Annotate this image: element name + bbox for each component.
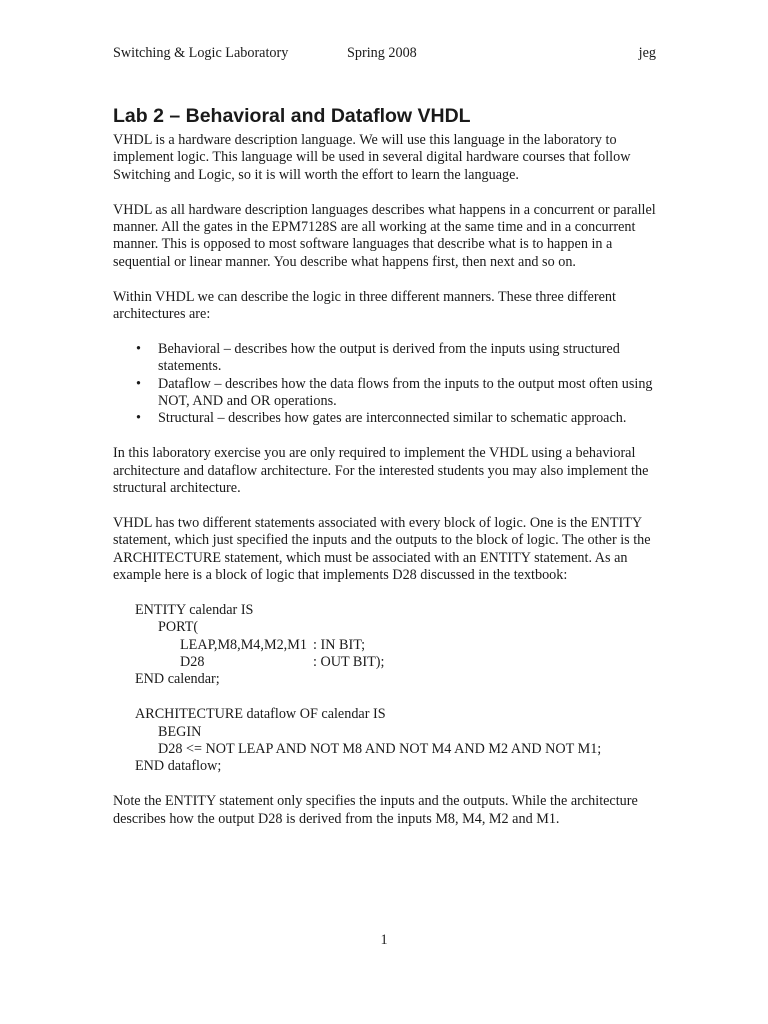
code-line: END calendar; <box>135 671 220 688</box>
architecture-code-block <box>113 706 658 776</box>
header-author: jeg <box>638 45 656 61</box>
code-port-type: : IN BIT; <box>313 636 366 653</box>
code-line: D28 <= NOT LEAP AND NOT M8 AND NOT M4 AND M2 AND NOT M1; <box>158 741 602 757</box>
code-line: ENTITY calendar IS <box>135 601 254 618</box>
paragraph-intro: VHDL is a hardware description language. We will use this language in the laboratory to implement logic. This language will be used in several digital hardware courses that follow Switching and Logic, so it is will worth the effort to learn the language. <box>113 132 631 183</box>
header-course: Switching & Logic Laboratory <box>113 45 289 61</box>
code-line <box>135 637 658 654</box>
paragraph-concurrency: VHDL as all hardware description languages describes what happens in a concurrent or parallel manner. All the gates in the EPM7128S are all working at the same time and in a concurrent manner. This is opposed to most software languages that describe what is to happen in a sequential or linear manner. You describe what happens first, then next and so on. <box>113 201 656 270</box>
header-term: Spring 2008 <box>347 45 417 61</box>
page-number: 1 <box>380 932 388 948</box>
code-port-names: D28 <box>180 654 205 671</box>
code-port-names: LEAP,M8,M4,M2,M1 <box>180 636 307 653</box>
code-line: END dataflow; <box>135 758 222 775</box>
bullet-icon: • <box>136 375 141 392</box>
code-port-type: : OUT BIT); <box>313 654 385 671</box>
code-line: BEGIN <box>158 723 202 740</box>
code-line: ARCHITECTURE dataflow OF calendar IS <box>135 706 386 723</box>
bullet-icon: • <box>136 340 141 357</box>
paragraph-note: Note the ENTITY statement only specifies the inputs and the outputs. While the architecture describes how the output D28 is derived from the inputs M8, M4, M2 and M1. <box>113 793 638 827</box>
code-line <box>135 654 658 671</box>
list-item <box>136 340 658 376</box>
code-line: PORT( <box>158 619 199 636</box>
paragraph-architectures: Within VHDL we can describe the logic in three different manners. These three different architectures are: <box>113 288 616 323</box>
list-item-text: Behavioral – describes how the output is derived from the inputs using structured statements. <box>158 340 620 375</box>
page-title: Lab 2 – Behavioral and Dataflow VHDL <box>113 105 471 127</box>
page-header <box>113 45 656 63</box>
bullet-icon: • <box>136 410 141 427</box>
list-item <box>136 410 658 427</box>
entity-code-block <box>113 602 658 689</box>
list-item-text: Structural – describes how gates are interconnected similar to schematic approach. <box>158 410 627 427</box>
list-item-text: Dataflow – describes how the data flows from the inputs to the output most often using NOT, AND and OR operations. <box>158 375 653 410</box>
document-body <box>113 132 658 845</box>
paragraph-statements: VHDL has two different statements associated with every block of logic. One is the ENTITY statement, which just specified the inputs and the outputs to the block of logic. The other is the ARCHITECTURE statement, which must be associated with an ENTITY statement. As an example here is a block of logic that implements D28 discussed in the textbook: <box>113 514 651 584</box>
list-item <box>136 375 658 411</box>
architecture-list <box>113 341 658 428</box>
paragraph-lab-requirements: In this laboratory exercise you are only required to implement the VHDL using a behavioral architecture and dataflow architecture. For the interested students you may also implement the structural architecture. <box>113 445 649 497</box>
